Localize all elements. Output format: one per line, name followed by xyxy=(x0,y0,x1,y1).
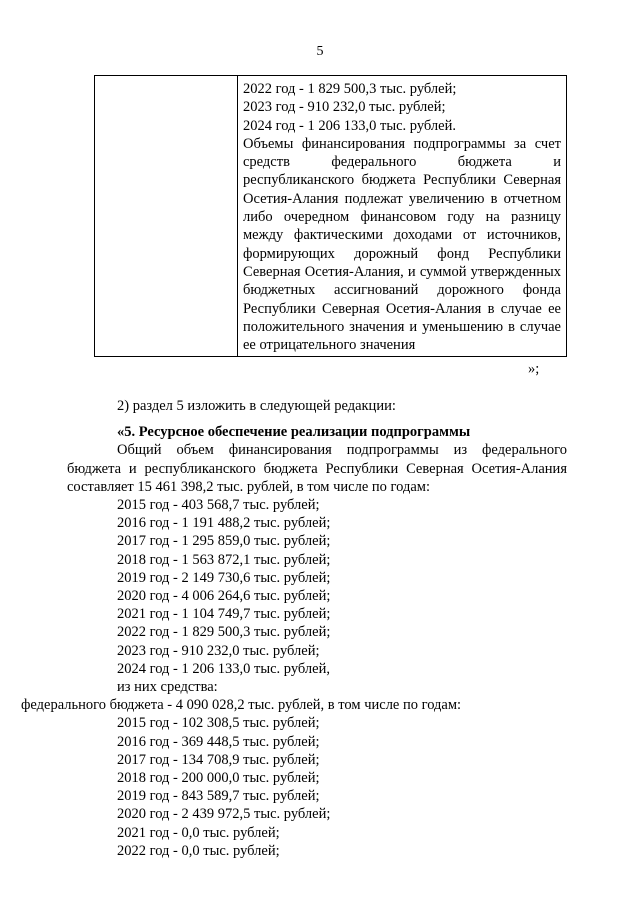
funding-table xyxy=(94,75,567,357)
year-federal-item: 2019 год - 843 589,7 тыс. рублей; xyxy=(117,788,320,805)
year-federal-item: 2017 год - 134 708,9 тыс. рублей; xyxy=(117,751,320,768)
table-right-cell xyxy=(243,80,561,354)
table-line: 2023 год - 910 232,0 тыс. рублей; xyxy=(243,99,446,116)
year-federal-item: 2021 год - 0,0 тыс. рублей; xyxy=(117,824,280,841)
federal-heading: федерального бюджета - 4 090 028,2 тыс. рублей, в том числе по годам: xyxy=(21,697,462,714)
page-number: 5 xyxy=(316,44,324,59)
year-federal-item: 2016 год - 369 448,5 тыс. рублей; xyxy=(117,733,320,750)
closing-quote: »; xyxy=(528,361,540,377)
table-line: 2024 год - 1 206 133,0 тыс. рублей. xyxy=(243,117,456,134)
of-which-line: из них средства: xyxy=(117,679,218,696)
year-total-item: 2016 год - 1 191 488,2 тыс. рублей; xyxy=(117,515,331,532)
table-paragraph: Объемы финансирования подпрограммы за счет средств федерального бюджета и республиканского бюджета Республики Северная Осетия-Алания подлежат увеличению в отчетном либо очередном финансовом году на разницу между фактическими доходами от источников, формирующих дорожный фонд Республики Северная Осетия-Алания, и суммой утвержденных бюджетных ассигнований дорожного фонда Республики Северная Осетия-Алания в случае ее положительного значения и уменьшению в случае ее отрицательного значения xyxy=(243,135,561,354)
year-total-item: 2020 год - 4 006 264,6 тыс. рублей; xyxy=(117,588,331,605)
year-total-item: 2015 год - 403 568,7 тыс. рублей; xyxy=(117,497,320,514)
year-total-item: 2021 год - 1 104 749,7 тыс. рублей; xyxy=(117,606,331,623)
year-federal-item: 2015 год - 102 308,5 тыс. рублей; xyxy=(117,715,320,732)
year-federal-item: 2018 год - 200 000,0 тыс. рублей; xyxy=(117,770,320,787)
section-heading: «5. Ресурсное обеспечение реализации подпрограммы xyxy=(117,424,471,441)
table-line: 2022 год - 1 829 500,3 тыс. рублей; xyxy=(243,81,457,97)
intro-paragraph: Общий объем финансирования подпрограммы из федерального бюджета и республиканского бюджета Республики Северная Осетия-Алания составляет 15 461 398,2 тыс. рублей, в том числе по годам: xyxy=(67,442,567,495)
year-federal-item: 2022 год - 0,0 тыс. рублей; xyxy=(117,842,280,859)
year-total-item: 2018 год - 1 563 872,1 тыс. рублей; xyxy=(117,551,331,568)
year-total-item: 2019 год - 2 149 730,6 тыс. рублей; xyxy=(117,569,331,586)
year-total-item: 2024 год - 1 206 133,0 тыс. рублей, xyxy=(117,660,330,677)
year-total-item: 2023 год - 910 232,0 тыс. рублей; xyxy=(117,642,320,659)
year-federal-item: 2020 год - 2 439 972,5 тыс. рублей; xyxy=(117,806,331,823)
amendment-line: 2) раздел 5 изложить в следующей редакции: xyxy=(117,398,396,414)
year-total-item: 2017 год - 1 295 859,0 тыс. рублей; xyxy=(117,533,331,550)
document-body xyxy=(21,397,567,860)
year-total-item: 2022 год - 1 829 500,3 тыс. рублей; xyxy=(117,624,331,641)
table-left-cell xyxy=(95,76,238,356)
